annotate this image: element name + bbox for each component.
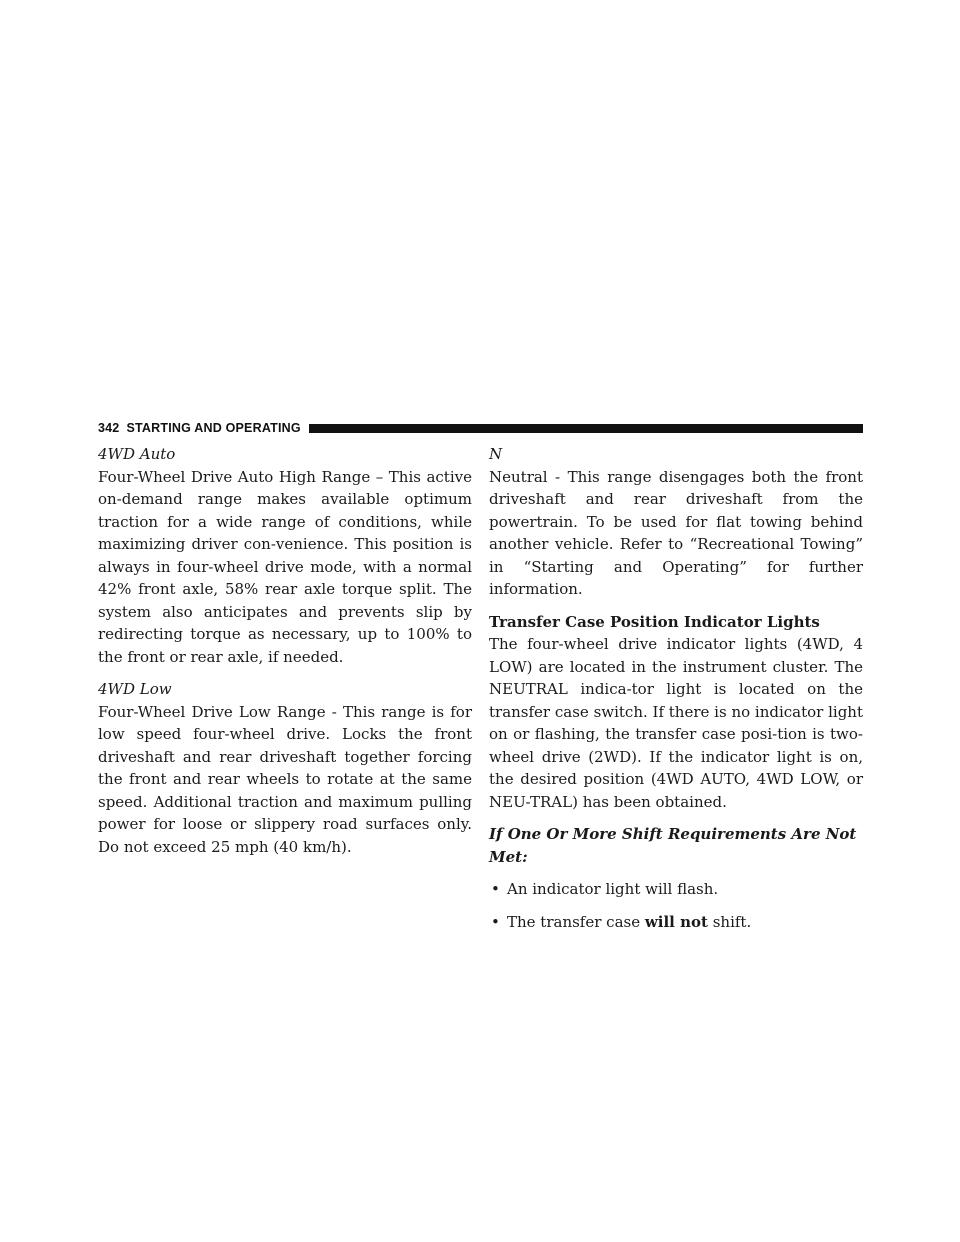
paragraph-neutral: Neutral - This range disengages both the front driveshaft and rear driveshaft from the powertrain. To be used for flat towing behind another vehicle. Refer to “Recreational Towing” in “Starting and Operating” for further information.: [489, 467, 863, 598]
heading-neutral: N: [489, 445, 503, 463]
list-item-text-suffix: shift.: [707, 912, 752, 931]
heading-4wd-auto: 4WD Auto: [98, 445, 176, 463]
paragraph-4wd-low: Four-Wheel Drive Low Range - This range is for low speed four-wheel drive. Locks the front driveshaft and rear driveshaft together forcing the front and rear wheels to rotate at the same speed. Additional traction and maximum pulling power for loose or slippery road surfaces only. Do not exceed 25 mph (40 km/h).: [98, 702, 472, 856]
page-number: 342: [98, 421, 120, 435]
list-item-text: An indicator light will flash.: [507, 880, 719, 898]
heading-indicator-lights: Transfer Case Position Indicator Lights: [489, 612, 820, 631]
section-title: STARTING AND OPERATING: [126, 421, 301, 435]
requirements-list: [489, 878, 863, 933]
heading-4wd-low: 4WD Low: [98, 680, 172, 698]
list-item: [489, 911, 863, 934]
list-item-text-bold: will not: [644, 912, 708, 931]
left-column: [98, 443, 472, 858]
paragraph-4wd-auto: Four-Wheel Drive Auto High Range – This active on-demand range makes available optimum traction for a wide range of conditions, while maximizing driver con-venience. This position is always in four-wheel drive mode, with a normal 42% front axle, 58% rear axle torque split. The system also anticipates and prevents slip by redirecting torque as necessary, up to 100% to the front or rear axle, if needed.: [98, 467, 472, 666]
right-column: [489, 443, 863, 943]
heading-requirements-not-met: If One Or More Shift Requirements Are Not Met:: [489, 825, 857, 866]
bullet-icon: •: [491, 880, 500, 898]
list-item-text-prefix: The transfer case: [507, 912, 645, 931]
paragraph-indicator-lights: The four-wheel drive indicator lights (4WD, 4 LOW) are located in the instrument cluster. The NEUTRAL indica-tor light is located on the transfer case switch. If there is no indicator light on or flashing, the transfer case posi-tion is two-wheel drive (2WD). If the indicator light is on, the desired position (4WD AUTO, 4WD LOW, or NEU-TRAL) has been obtained.: [489, 635, 863, 811]
list-item: [489, 878, 863, 901]
header-rule: [309, 424, 863, 433]
page-header: [98, 421, 863, 435]
bullet-icon: •: [491, 912, 500, 931]
